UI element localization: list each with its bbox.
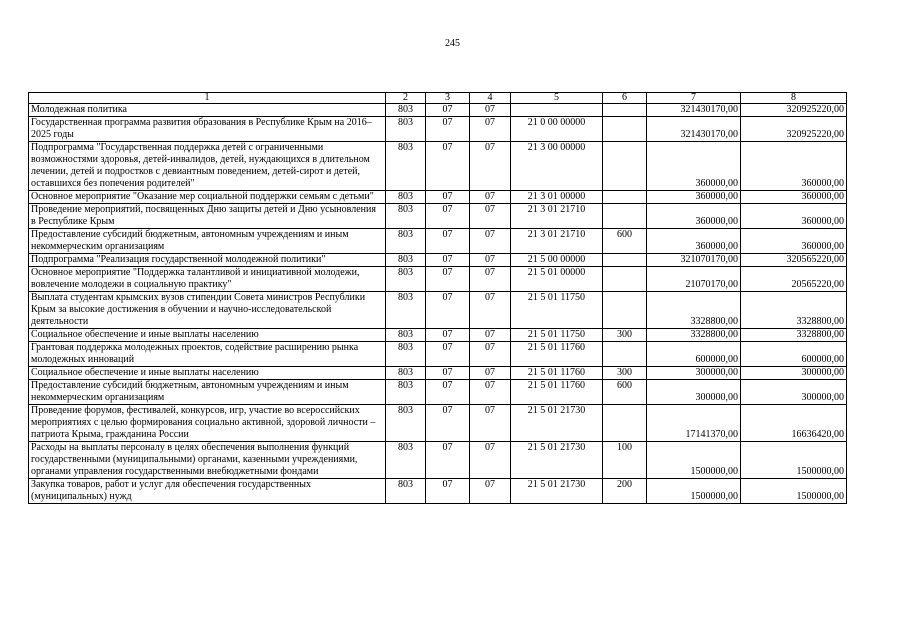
- expense-type-cell: [603, 267, 647, 292]
- target-item-cell: 21 3 00 00000: [511, 142, 603, 191]
- table-row: [29, 254, 847, 267]
- amount-cell-2020: 360000,00: [647, 142, 741, 191]
- amount-cell-2021: 16636420,00: [741, 405, 847, 442]
- subsection-cell: 07: [470, 479, 511, 504]
- amount-cell-2021: 1500000,00: [741, 442, 847, 479]
- target-item-cell: 21 5 01 21730: [511, 405, 603, 442]
- amount-cell-2020: 600000,00: [647, 342, 741, 367]
- subsection-cell: 07: [470, 267, 511, 292]
- code-cell: 803: [386, 142, 426, 191]
- code-cell: 803: [386, 442, 426, 479]
- section-cell: 07: [426, 380, 470, 405]
- code-cell: 803: [386, 229, 426, 254]
- expense-type-cell: [603, 117, 647, 142]
- amount-cell-2020: 3328800,00: [647, 329, 741, 342]
- expense-type-cell: [603, 405, 647, 442]
- amount-cell-2021: 320565220,00: [741, 254, 847, 267]
- section-cell: 07: [426, 117, 470, 142]
- amount-cell-2020: 360000,00: [647, 191, 741, 204]
- section-cell: 07: [426, 267, 470, 292]
- amount-cell-2021: 300000,00: [741, 380, 847, 405]
- subsection-cell: 07: [470, 342, 511, 367]
- code-cell: 803: [386, 479, 426, 504]
- target-item-cell: [511, 104, 603, 117]
- row-name-cell: Выплата студентам крымских вузов стипендии Совета министров Республики Крым за высокие достижения в обучении и научно-исследовательской деятельности: [29, 292, 386, 329]
- expense-type-cell: 300: [603, 367, 647, 380]
- row-name-cell: Расходы на выплаты персоналу в целях обеспечения выполнения функций государственными (муниципальными) органами, казенными учреждениями, органами управления государственными внебюджетными фондами: [29, 442, 386, 479]
- amount-cell-2021: 20565220,00: [741, 267, 847, 292]
- target-item-cell: 21 5 01 00000: [511, 267, 603, 292]
- section-cell: 07: [426, 204, 470, 229]
- row-name-cell: Государственная программа развития образования в Республике Крым на 2016–2025 годы: [29, 117, 386, 142]
- target-item-cell: 21 5 01 21730: [511, 479, 603, 504]
- row-name-cell: Подпрограмма "Реализация государственной молодежной политики": [29, 254, 386, 267]
- target-item-cell: 21 5 01 11750: [511, 329, 603, 342]
- amount-cell-2021: 600000,00: [741, 342, 847, 367]
- expense-type-cell: [603, 204, 647, 229]
- column-header: 3: [426, 93, 470, 104]
- code-cell: 803: [386, 267, 426, 292]
- row-name-cell: Социальное обеспечение и иные выплаты населению: [29, 329, 386, 342]
- table-row: [29, 204, 847, 229]
- expense-type-cell: 300: [603, 329, 647, 342]
- column-header: 6: [603, 93, 647, 104]
- target-item-cell: 21 3 01 21710: [511, 229, 603, 254]
- table-row: [29, 479, 847, 504]
- subsection-cell: 07: [470, 329, 511, 342]
- subsection-cell: 07: [470, 442, 511, 479]
- code-cell: 803: [386, 254, 426, 267]
- subsection-cell: 07: [470, 380, 511, 405]
- code-cell: 803: [386, 367, 426, 380]
- section-cell: 07: [426, 329, 470, 342]
- subsection-cell: 07: [470, 117, 511, 142]
- code-cell: 803: [386, 104, 426, 117]
- subsection-cell: 07: [470, 367, 511, 380]
- amount-cell-2021: 320925220,00: [741, 117, 847, 142]
- column-header: 4: [470, 93, 511, 104]
- column-header: 8: [741, 93, 847, 104]
- expense-type-cell: 600: [603, 229, 647, 254]
- section-cell: 07: [426, 254, 470, 267]
- table-row: [29, 380, 847, 405]
- expense-type-cell: 200: [603, 479, 647, 504]
- expense-type-cell: [603, 191, 647, 204]
- expense-type-cell: [603, 292, 647, 329]
- amount-cell-2021: 300000,00: [741, 367, 847, 380]
- budget-table: [28, 92, 847, 504]
- table-row: [29, 117, 847, 142]
- expense-type-cell: [603, 254, 647, 267]
- amount-cell-2020: 1500000,00: [647, 442, 741, 479]
- target-item-cell: 21 3 01 00000: [511, 191, 603, 204]
- section-cell: 07: [426, 367, 470, 380]
- subsection-cell: 07: [470, 204, 511, 229]
- table-row: [29, 329, 847, 342]
- table-row: [29, 267, 847, 292]
- table-row: [29, 104, 847, 117]
- amount-cell-2021: 1500000,00: [741, 479, 847, 504]
- amount-cell-2020: 1500000,00: [647, 479, 741, 504]
- amount-cell-2020: 321430170,00: [647, 117, 741, 142]
- table-row: [29, 405, 847, 442]
- code-cell: 803: [386, 380, 426, 405]
- amount-cell-2021: 360000,00: [741, 204, 847, 229]
- expense-type-cell: [603, 142, 647, 191]
- row-name-cell: Закупка товаров, работ и услуг для обеспечения государственных (муниципальных) нужд: [29, 479, 386, 504]
- code-cell: 803: [386, 204, 426, 229]
- target-item-cell: 21 5 00 00000: [511, 254, 603, 267]
- target-item-cell: 21 0 00 00000: [511, 117, 603, 142]
- subsection-cell: 07: [470, 191, 511, 204]
- amount-cell-2020: 3328800,00: [647, 292, 741, 329]
- subsection-cell: 07: [470, 254, 511, 267]
- row-name-cell: Основное мероприятие "Поддержка талантливой и инициативной молодежи, вовлечение молодежи в социальную практику": [29, 267, 386, 292]
- amount-cell-2020: 321070170,00: [647, 254, 741, 267]
- section-cell: 07: [426, 342, 470, 367]
- code-cell: 803: [386, 292, 426, 329]
- amount-cell-2020: 321430170,00: [647, 104, 741, 117]
- page-number: 245: [445, 38, 460, 49]
- target-item-cell: 21 5 01 11750: [511, 292, 603, 329]
- column-header: 2: [386, 93, 426, 104]
- section-cell: 07: [426, 479, 470, 504]
- row-name-cell: Проведение форумов, фестивалей, конкурсов, игр, участие во всероссийских мероприятиях с целью формирования социально активной, здоровой личности – патриота Крыма, гражданина России: [29, 405, 386, 442]
- subsection-cell: 07: [470, 142, 511, 191]
- amount-cell-2020: 360000,00: [647, 204, 741, 229]
- table-row: [29, 292, 847, 329]
- row-name-cell: Социальное обеспечение и иные выплаты населению: [29, 367, 386, 380]
- subsection-cell: 07: [470, 229, 511, 254]
- code-cell: 803: [386, 117, 426, 142]
- amount-cell-2020: 21070170,00: [647, 267, 741, 292]
- section-cell: 07: [426, 442, 470, 479]
- subsection-cell: 07: [470, 104, 511, 117]
- amount-cell-2020: 300000,00: [647, 380, 741, 405]
- amount-cell-2020: 300000,00: [647, 367, 741, 380]
- target-item-cell: 21 5 01 21730: [511, 442, 603, 479]
- section-cell: 07: [426, 191, 470, 204]
- column-header: 7: [647, 93, 741, 104]
- amount-cell-2021: 3328800,00: [741, 329, 847, 342]
- amount-cell-2021: 3328800,00: [741, 292, 847, 329]
- row-name-cell: Предоставление субсидий бюджетным, автономным учреждениям и иным некоммерческим организациям: [29, 380, 386, 405]
- table-row: [29, 342, 847, 367]
- row-name-cell: Проведение мероприятий, посвященных Дню защиты детей и Дню усыновления в Республике Крым: [29, 204, 386, 229]
- column-header: 1: [29, 93, 386, 104]
- expense-type-cell: 100: [603, 442, 647, 479]
- target-item-cell: 21 5 01 11760: [511, 342, 603, 367]
- expense-type-cell: [603, 104, 647, 117]
- section-cell: 07: [426, 292, 470, 329]
- amount-cell-2021: 360000,00: [741, 229, 847, 254]
- column-header: 5: [511, 93, 603, 104]
- target-item-cell: 21 5 01 11760: [511, 380, 603, 405]
- subsection-cell: 07: [470, 292, 511, 329]
- section-cell: 07: [426, 229, 470, 254]
- table-row: [29, 229, 847, 254]
- amount-cell-2021: 360000,00: [741, 191, 847, 204]
- code-cell: 803: [386, 342, 426, 367]
- code-cell: 803: [386, 329, 426, 342]
- target-item-cell: 21 5 01 11760: [511, 367, 603, 380]
- table-row: [29, 191, 847, 204]
- target-item-cell: 21 3 01 21710: [511, 204, 603, 229]
- subsection-cell: 07: [470, 405, 511, 442]
- row-name-cell: Молодежная политика: [29, 104, 386, 117]
- amount-cell-2020: 360000,00: [647, 229, 741, 254]
- amount-cell-2021: 320925220,00: [741, 104, 847, 117]
- row-name-cell: Предоставление субсидий бюджетным, автономным учреждениям и иным некоммерческим организациям: [29, 229, 386, 254]
- table-row: [29, 367, 847, 380]
- section-cell: 07: [426, 104, 470, 117]
- section-cell: 07: [426, 405, 470, 442]
- row-name-cell: Основное мероприятие "Оказание мер социальной поддержки семьям с детьми": [29, 191, 386, 204]
- code-cell: 803: [386, 191, 426, 204]
- table-row: [29, 142, 847, 191]
- amount-cell-2021: 360000,00: [741, 142, 847, 191]
- amount-cell-2020: 17141370,00: [647, 405, 741, 442]
- code-cell: 803: [386, 405, 426, 442]
- table-row: [29, 442, 847, 479]
- section-cell: 07: [426, 142, 470, 191]
- expense-type-cell: 600: [603, 380, 647, 405]
- row-name-cell: Подпрограмма "Государственная поддержка детей с ограниченными возможностями здоровья, детей-инвалидов, детей, нуждающихся в длительном лечении, детей и подростков с девиантным поведением, детей-сирот и детей, оставшихся без попечения родителей": [29, 142, 386, 191]
- table-header-row: [29, 93, 847, 104]
- expense-type-cell: [603, 342, 647, 367]
- row-name-cell: Грантовая поддержка молодежных проектов, содействие расширению рынка молодежных инноваций: [29, 342, 386, 367]
